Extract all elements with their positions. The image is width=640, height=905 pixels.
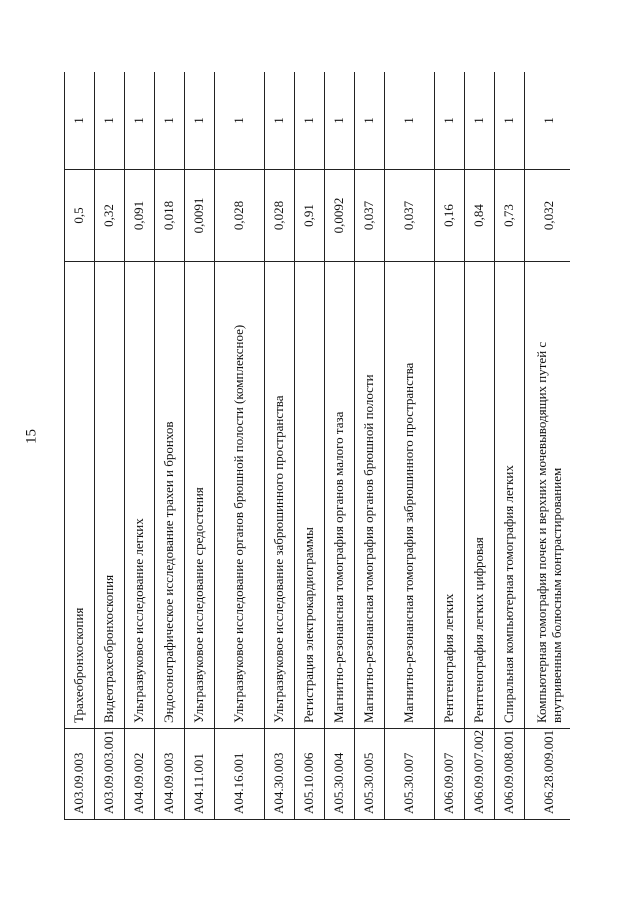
page-number: 15 [23,429,40,445]
table-row [95,72,125,820]
table-row [435,72,465,820]
frequency-cell: 0,0092 [325,170,355,262]
table-row [355,72,385,820]
service-name-cell: Регистрация электрокардиограммы [295,262,325,729]
frequency-cell: 0,037 [385,170,435,262]
frequency-cell: 0,091 [125,170,155,262]
frequency-cell: 0,018 [155,170,185,262]
service-code-cell: A04.09.002 [125,729,155,820]
count-cell: 1 [385,72,435,170]
table-row [65,72,95,820]
service-name-cell: Видеотрахеобронхоскопия [95,262,125,729]
service-code-cell: A03.09.003.001 [95,729,125,820]
service-name-cell: Ультразвуковое исследование забрюшинного пространства [265,262,295,729]
service-code-cell: A06.09.007.002 [465,729,495,820]
service-name-cell: Спиральная компьютерная томография легких [495,262,525,729]
table-row [125,72,155,820]
service-name-cell: Компьютерная томография почек и верхних мочевыводящих путей с внутривенным болюсным контрастированием [525,262,571,729]
service-name-cell: Рентгенография легких [435,262,465,729]
table-row [215,72,265,820]
count-cell: 1 [525,72,571,170]
frequency-cell: 0,84 [465,170,495,262]
service-code-cell: A04.11.001 [185,729,215,820]
services-table-body [65,72,571,820]
service-name-cell: Эндосонографическое исследование трахеи и бронхов [155,262,185,729]
count-cell: 1 [95,72,125,170]
table-row [265,72,295,820]
count-cell: 1 [185,72,215,170]
count-cell: 1 [495,72,525,170]
count-cell: 1 [295,72,325,170]
table-row [155,72,185,820]
table-row [525,72,571,820]
table-row [295,72,325,820]
service-code-cell: A05.30.007 [385,729,435,820]
service-code-cell: A03.09.003 [65,729,95,820]
service-code-cell: A06.09.007 [435,729,465,820]
service-name-cell: Магнитно-резонансная томография органов малого таза [325,262,355,729]
table-row [465,72,495,820]
service-code-cell: A04.30.003 [265,729,295,820]
count-cell: 1 [435,72,465,170]
service-name-cell: Рентгенография легких цифровая [465,262,495,729]
count-cell: 1 [325,72,355,170]
service-code-cell: A05.30.005 [355,729,385,820]
count-cell: 1 [355,72,385,170]
frequency-cell: 0,0091 [185,170,215,262]
frequency-cell: 0,32 [95,170,125,262]
table-container [64,72,570,820]
table-row [385,72,435,820]
frequency-cell: 0,028 [265,170,295,262]
frequency-cell: 0,5 [65,170,95,262]
service-name-cell: Магнитно-резонансная томография органов брюшной полости [355,262,385,729]
frequency-cell: 0,037 [355,170,385,262]
service-name-cell: Трахеобронхоскопия [65,262,95,729]
count-cell: 1 [125,72,155,170]
service-code-cell: A06.09.008.001 [495,729,525,820]
service-code-cell: A06.28.009.001 [525,729,571,820]
service-name-cell: Ультразвуковое исследование легких [125,262,155,729]
count-cell: 1 [265,72,295,170]
service-code-cell: A04.16.001 [215,729,265,820]
service-name-cell: Ультразвуковое исследование средостения [185,262,215,729]
count-cell: 1 [65,72,95,170]
service-code-cell: A04.09.003 [155,729,185,820]
service-code-cell: A05.10.006 [295,729,325,820]
service-code-cell: A05.30.004 [325,729,355,820]
frequency-cell: 0,028 [215,170,265,262]
service-name-cell: Ультразвуковое исследование органов брюшной полости (комплексное) [215,262,265,729]
table-row [185,72,215,820]
frequency-cell: 0,91 [295,170,325,262]
frequency-cell: 0,73 [495,170,525,262]
table-row [495,72,525,820]
frequency-cell: 0,16 [435,170,465,262]
count-cell: 1 [215,72,265,170]
service-name-cell: Магнитно-резонансная томография забрюшинного пространства [385,262,435,729]
services-table [64,72,570,820]
count-cell: 1 [155,72,185,170]
table-row [325,72,355,820]
frequency-cell: 0,032 [525,170,571,262]
count-cell: 1 [465,72,495,170]
